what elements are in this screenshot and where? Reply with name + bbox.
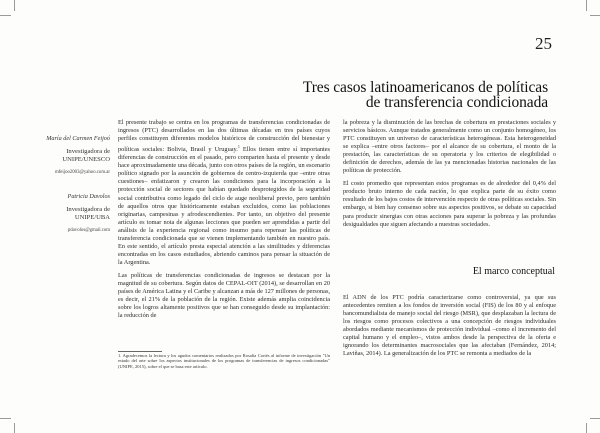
crop-mark-bottom-right-v	[586, 423, 587, 433]
paragraph-text: El presente trabajo se centra en los programas de transferencias condicionadas de ingresos (PTC) desarrollados en las dos últimas décadas en tres países cuyos perfiles constituyen diferentes modelos históricos de construcción del bienestar y políticas sociales: Bolivia, Brasil y Uruguay.	[118, 119, 330, 154]
body-column-2-continued	[343, 294, 556, 363]
crop-mark-bottom-left-h	[0, 418, 11, 419]
paragraph: la pobreza y la disminución de las brechas de cobertura en prestaciones sociales y servicios básicos. Aunque tratados generalmente como un conjunto homogéneo, los PTC constituyen un universo de características heterogéneas. Esta heterogeneidad se explica –entre otros factores– por el alcance de su cobertura, el monto de la prestación, las características de su operatoria y los criterios de elegibilidad o definición de derechos, además de las ya mencionadas historias nacionales de las políticas de protección.	[343, 119, 556, 175]
author-name: María del Carmen Feijoó	[46, 135, 110, 142]
crop-mark-top-right-h	[590, 15, 600, 16]
author-block	[0, 193, 110, 235]
paragraph: El costo promedio que representan estos programas es de alrededor del 0,4% del producto bruto interno de cada nación, lo que explica parte de su éxito como resultado de los bajos costos de intervención respecto de otras políticas sociales. Sin embargo, si bien hay consenso sobre sus aspectos positivos, se debate su capacidad para producir sinergias con otras acciones para superar la pobreza y las profundas desigualdades que siguen afectando a nuestras sociedades.	[343, 180, 556, 228]
article-title-line-2: de transferencia condicionada	[365, 94, 548, 111]
crop-mark-top-left-v	[14, 0, 15, 11]
paragraph: Las políticas de transferencias condicionadas de ingresos se destacan por la magnitud de su cobertura. Según datos de CEPAL-OIT (2014), se desarrollan en 20 países de América Latina y el Caribe y alcanzan a más de 127 millones de personas, es decir, el 21% de la población de la región. Existe además amplia coincidencia sobre los logros altamente positivos que se han conseguido desde su implantación: la reducción de	[118, 271, 330, 320]
author-affiliation: UNIPE/UNESCO	[62, 156, 110, 163]
paragraph: El ADN de los PTC podría caracterizarse como controversial, ya que sus antecedentes remiten a los fondos de inversión social (FIS) de los 80 y al enfoque bancomundialista de manejo social del riesgo (MSR), que desplazaban la lectura de los riesgos como procesos colectivos a una concepción de riesgos individuales abordados mediante mecanismos de protección individual –como el incremento del capital humano y el empleo–, vistos ambos desde la perspectiva de la oferta e ignorando los determinantes macrosociales que las afectaban (Fernández, 2014; Laviñas, 2014). La generalización de los PTC se remonta a mediados de la	[343, 294, 556, 358]
author-sidebar	[0, 135, 110, 235]
body-column-2	[343, 119, 556, 234]
crop-mark-bottom-left-v	[14, 423, 15, 433]
section-heading: El marco conceptual	[472, 266, 555, 277]
article-title-line-1: Tres casos latinoamericanos de políticas	[302, 79, 548, 96]
crop-mark-top-left-h	[0, 15, 11, 16]
author-affiliation: Investigadora de	[66, 148, 110, 155]
footnote-divider	[118, 351, 162, 352]
crop-mark-top-right-v	[586, 0, 587, 11]
footnote-ref[interactable]: 1	[237, 144, 240, 150]
author-email[interactable]: mfeijoo2003@yahoo.com.ar	[54, 170, 110, 175]
author-name: Patricia Davolos	[67, 193, 110, 200]
footnote: 1. Agradecemos la lectura y los agudos comentarios realizados por Rosalía Cortés al informe de investigación "Un estado del arte sobre los aspectos institucionales de los programas de transferencias de ingresos condicionadas" (UNIPE, 2015), sobre el que se basa este artículo.	[118, 353, 330, 369]
author-affiliation: Investigadora de	[66, 206, 110, 213]
page-number: 25	[535, 34, 552, 53]
author-affiliation: UNIPE/UBA	[74, 214, 110, 221]
author-email[interactable]: pdavolos@gmail.com	[67, 228, 110, 233]
crop-mark-bottom-right-h	[590, 418, 600, 419]
author-block	[0, 135, 110, 177]
article-title	[303, 80, 548, 110]
paragraph	[118, 119, 330, 267]
paragraph-text: Ellos tienen entre sí importantes diferencias de construcción en el pasado, pero comparten hasta el presente y desde hace aproximadamente una década, junto con otros países de la región, un escenario político signado por la asunción de gobiernos de centro-izquierda que –entre otras cuestiones– enfatizaron y crearon las condiciones para la incorporación a la protección social de sectores que habían quedado desprotegidos de la seguridad social contributiva como legado del ciclo de auge neoliberal previo, pero también de aquellos otros que históricamente estaban excluidos, como las poblaciones originarias, campesinas y afrodescendientes. Por tanto, un objetivo del presente artículo es tomar nota de algunas lecciones que pueden ser aprendidas a partir del análisis de la experiencia regional como insumo para repensar las políticas de transferencia condicionada que se vienen implementando también en nuestro país. En este sentido, el artículo presta especial atención a las similitudes y diferencias encontradas en los casos estudiados, abriendo caminos para pensar la situación de la Argentina.	[118, 146, 331, 266]
body-column-1	[118, 119, 330, 325]
